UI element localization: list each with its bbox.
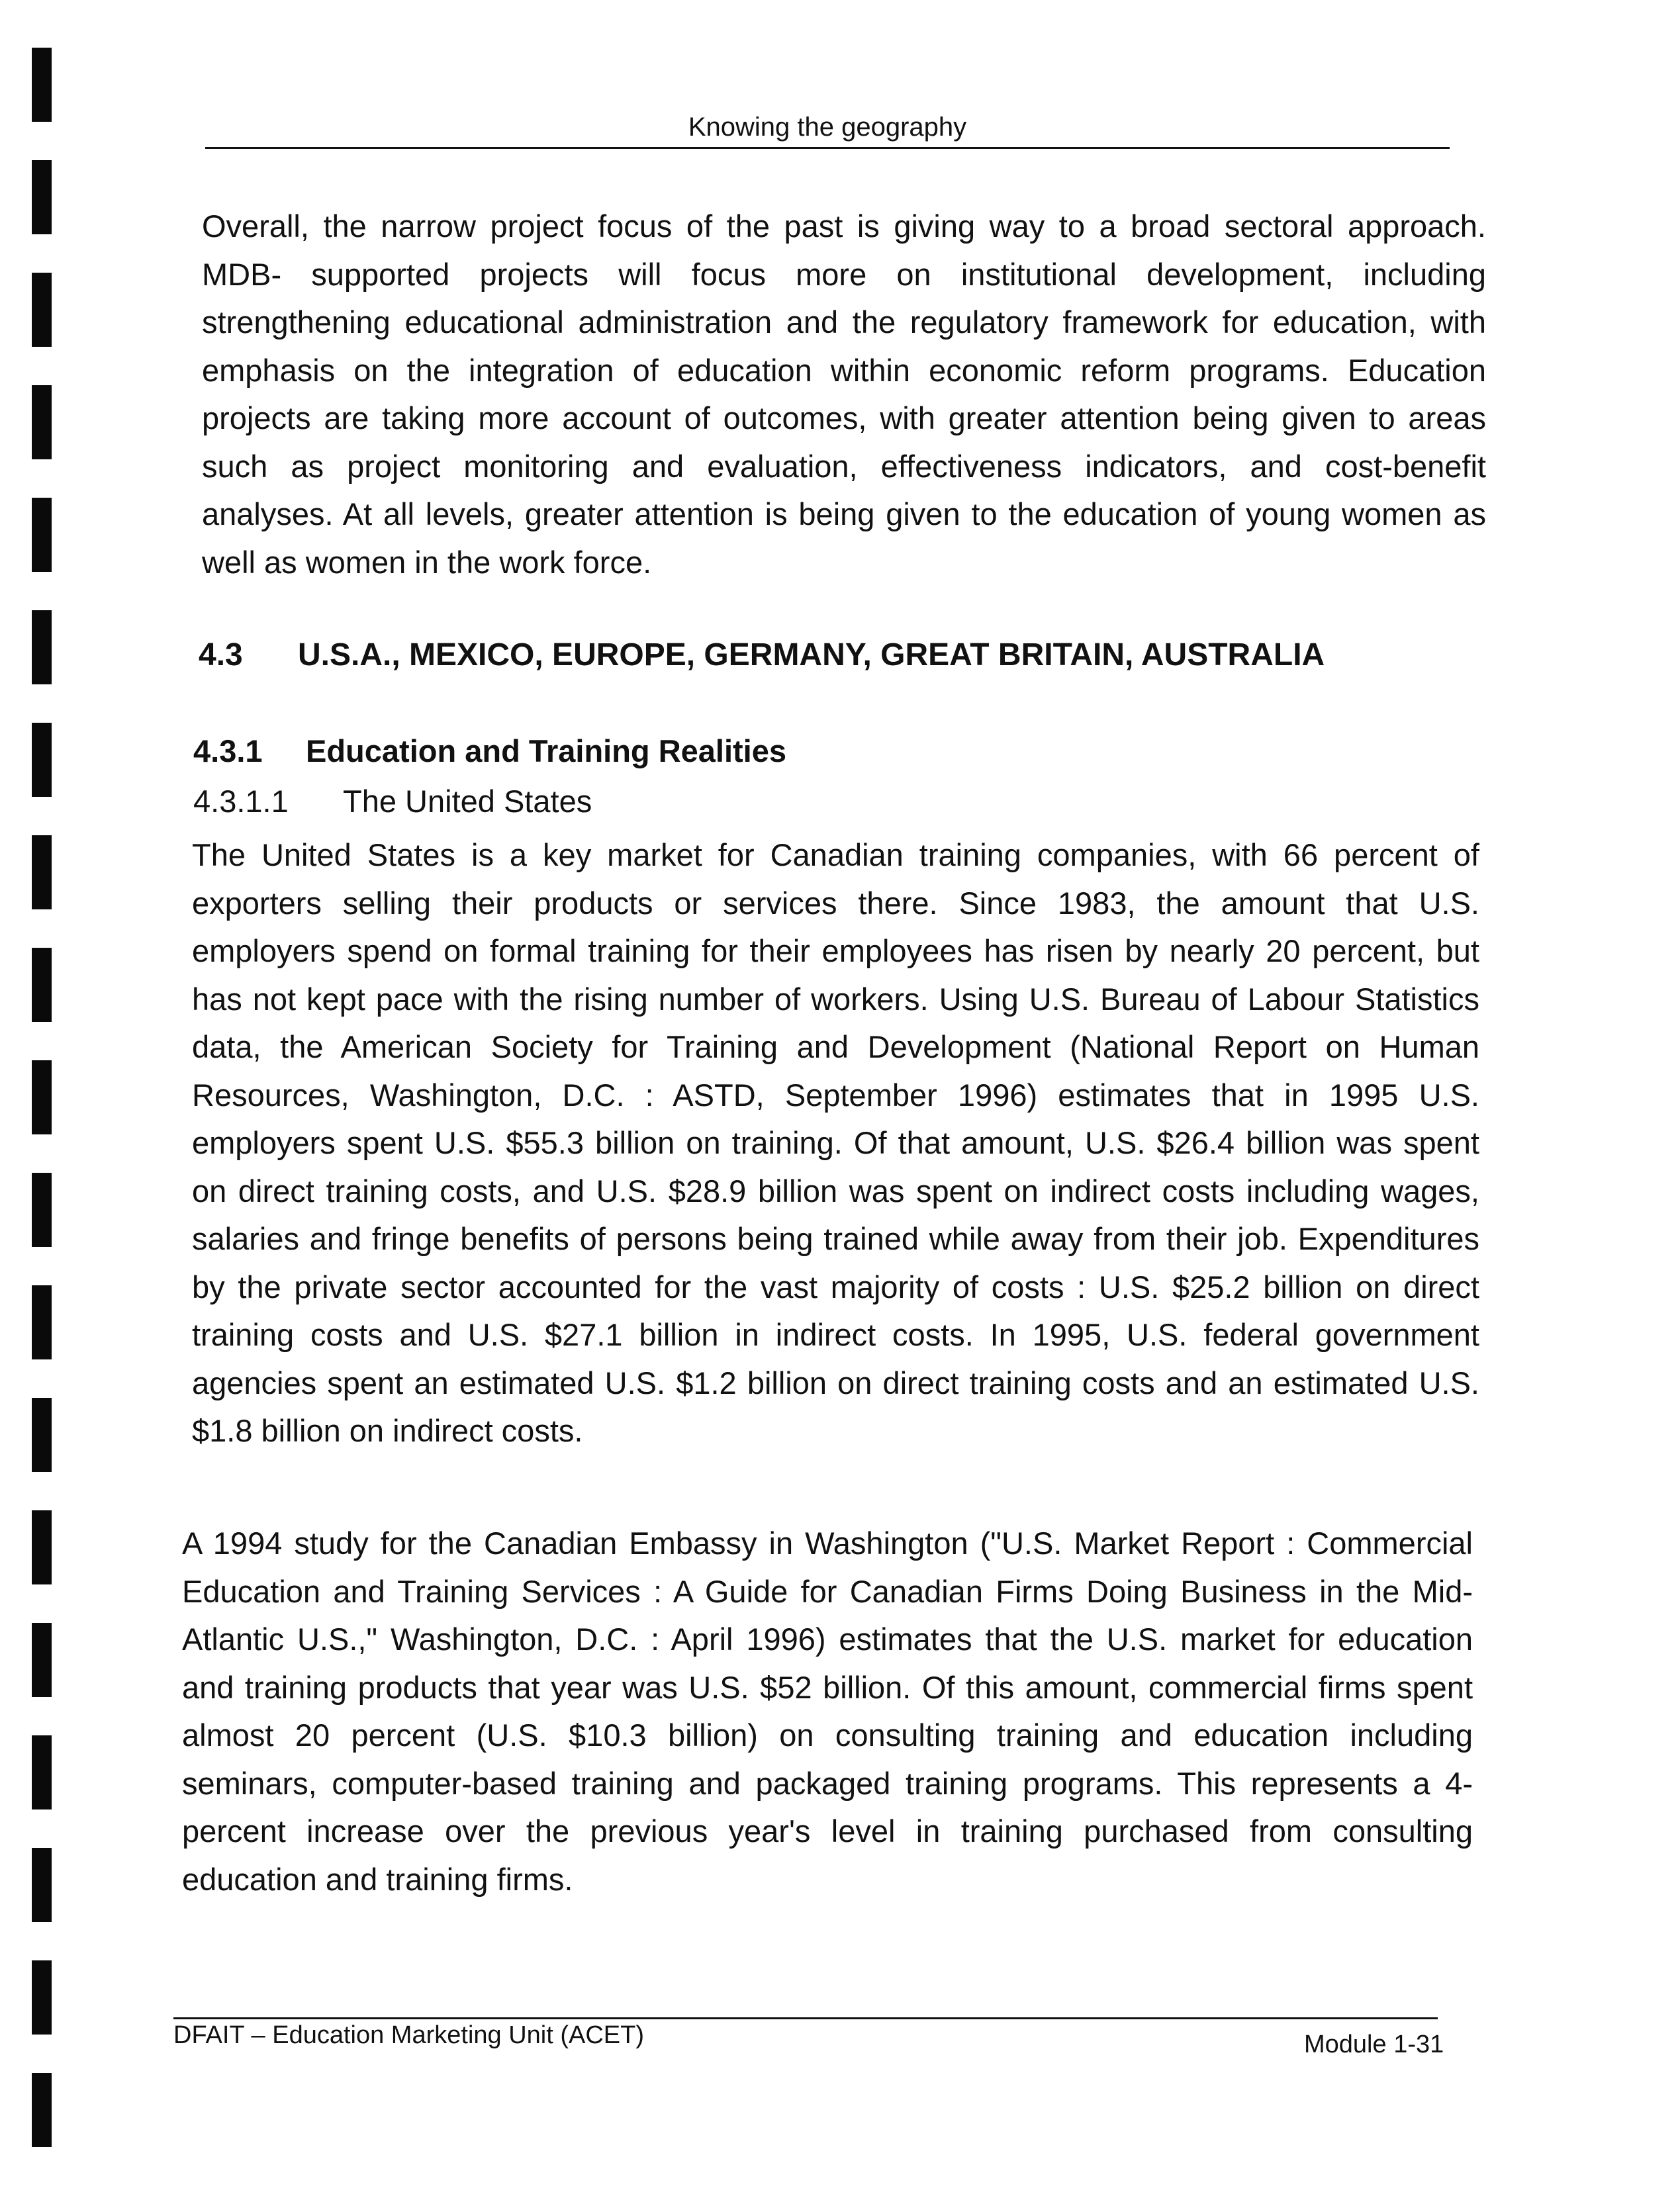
running-header: Knowing the geography	[688, 113, 967, 142]
binder-mark	[32, 1060, 52, 1134]
subsection-number: 4.3.1	[193, 733, 263, 768]
binder-mark	[32, 160, 52, 234]
section-number: 4.3	[199, 637, 243, 672]
embassy-study-paragraph: A 1994 study for the Canadian Embassy in Washington ("U.S. Market Report : Commercial Education and Training Services : A Guide for Canadian Firms Doing Business in the Mid-Atlantic U.S.," Washington, D.C. : April 1996) estimates that the U.S. market for education and training products that year was U.S. $52 billion. Of this amount, commercial firms spent almost 20 percent (U.S. $10.3 billion) on consulting training and education including seminars, computer-based training and packaged training programs. This represents a 4-percent increase over the previous year's level in training purchased from consulting education and training firms.	[182, 1526, 1473, 1897]
binder-mark	[32, 1960, 52, 2035]
header-rule	[205, 147, 1450, 149]
binder-mark	[32, 948, 52, 1022]
binder-mark	[32, 723, 52, 797]
footer-organization: DFAIT – Education Marketing Unit (ACET)	[173, 2021, 644, 2049]
binder-mark	[32, 1285, 52, 1359]
footer-rule	[173, 2017, 1438, 2019]
intro-paragraph: Overall, the narrow project focus of the past is giving way to a broad sectoral approach. MDB- supported projects will focus more on institutional development, including strengthening educational administration and the regulatory framework for education, with emphasis on the integration of education within economic reform programs. Education projects are taking more account of outcomes, with greater attention being given to areas such as project monitoring and evaluation, effectiveness indicators, and cost-benefit analyses. At all levels, greater attention is being given to the education of young women as well as women in the work force.	[202, 208, 1486, 580]
binder-mark	[32, 2073, 52, 2147]
binder-mark	[32, 610, 52, 684]
subsection-title: Education and Training Realities	[306, 733, 787, 768]
binder-mark	[32, 1510, 52, 1584]
binder-mark	[32, 1173, 52, 1247]
section-title: U.S.A., MEXICO, EUROPE, GERMANY, GREAT BRITAIN, AUSTRALIA	[298, 637, 1325, 672]
binder-mark	[32, 48, 52, 122]
subsubsection-heading	[193, 782, 592, 821]
binder-mark	[32, 1848, 52, 1922]
subsubsection-title: The United States	[343, 784, 592, 819]
us-market-paragraph: The United States is a key market for Canadian training companies, with 66 percent of exporters selling their products or services there. Since 1983, the amount that U.S. employers spend on formal training for their employees has risen by nearly 20 percent, but has not kept pace with the rising number of workers. Using U.S. Bureau of Labour Statistics data, the American Society for Training and Development (National Report on Human Resources, Washington, D.C. : ASTD, September 1996) estimates that in 1995 U.S. employers spent U.S. $55.3 billion on training. Of that amount, U.S. $26.4 billion was spent on direct training costs, and U.S. $28.9 billion was spent on indirect costs including wages, salaries and fringe benefits of persons being trained while away from their job. Expenditures by the private sector accounted for the vast majority of costs : U.S. $25.2 billion on direct training costs and U.S. $27.1 billion in indirect costs. In 1995, U.S. federal government agencies spent an estimated U.S. $1.2 billion on direct training costs and an estimated U.S. $1.8 billion on indirect costs.	[192, 837, 1479, 1448]
footer-page-number: Module 1-31	[1304, 2031, 1444, 2058]
binder-mark	[32, 498, 52, 572]
subsection-heading	[193, 732, 786, 770]
binder-mark	[32, 273, 52, 347]
section-heading	[199, 635, 1456, 675]
binder-hole-marks	[32, 0, 58, 2198]
binder-mark	[32, 1623, 52, 1697]
binder-mark	[32, 385, 52, 459]
binder-mark	[32, 1398, 52, 1472]
binder-mark	[32, 1735, 52, 1809]
subsubsection-number: 4.3.1.1	[193, 784, 289, 819]
binder-mark	[32, 835, 52, 909]
